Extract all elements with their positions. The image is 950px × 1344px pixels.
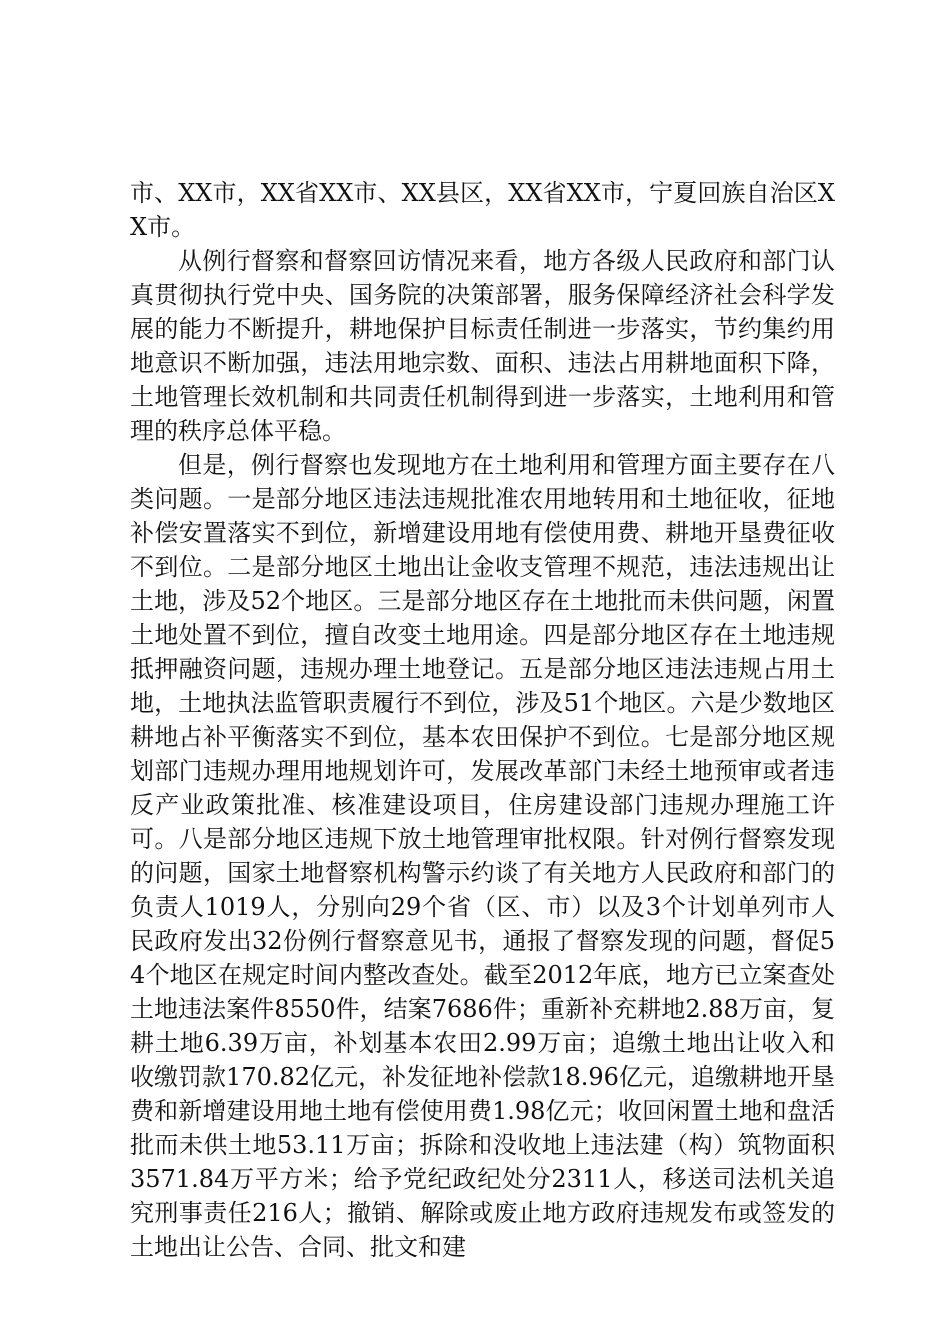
paragraph-continuation: 市、XX市，XX省XX市、XX县区，XX省XX市，宁夏回族自治区XX市。 — [130, 179, 835, 241]
paragraph-problems-found: 但是，例行督察也发现地方在土地利用和管理方面主要存在八类问题。一是部分地区违法违规批准农用地转用和土地征收，征地补偿安置落实不到位，新增建设用地有偿使用费、耕地开垦费征收不到位。二是部分地区土地出让金收支管理不规范，违法违规出让土地，涉及52个地区。三是部分地区存在土地批而未供问题，闲置土地处置不到位，擅自改变土地用途。四是部分地区存在土地违规抵押融资问题，违规办理土地登记。五是部分地区违法违规占用土地，土地执法监管职责履行不到位，涉及51个地区。六是少数地区耕地占补平衡落实不到位，基本农田保护不到位。七是部分地区规划部门违规办理用地规划许可，发展改革部门未经土地预审或者违反产业政策批准、核准建设项目，住房建设部门违规办理施工许可。八是部分地区违规下放土地管理审批权限。针对例行督察发现的问题，国家土地督察机构警示约谈了有关地方人民政府和部门的负责人1019人，分别向29个省（区、市）以及3个计划单列市人民政府发出32份例行督察意见书，通报了督察发现的问题，督促54个地区在规定时间内整改查处。截至2012年底，地方已立案查处土地违法案件8550件，结案7686件；重新补充耕地2.88万亩，复耕土地6.39万亩，补划基本农田2.99万亩；追缴土地出让收入和收缴罚款170.82亿元，补发征地补偿款18.96亿元，追缴耕地开垦费和新增建设用地土地有偿使用费1.98亿元；收回闲置土地和盘活批而未供土地53.11万亩；拆除和没收地上违法建（构）筑物面积3571.84万平方米；给予党纪政纪处分2311人，移送司法机关追究刑事责任216人；撤销、解除或废止地方政府违规发布或签发的土地出让公告、合同、批文和建 — [130, 451, 835, 1261]
paragraph-inspection-summary: 从例行督察和督察回访情况来看，地方各级人民政府和部门认真贯彻执行党中央、国务院的决策部署，服务保障经济社会科学发展的能力不断提升，耕地保护目标责任制进一步落实，节约集约用地意识不断加强，违法用地宗数、面积、违法占用耕地面积下降，土地管理长效机制和共同责任机制得到进一步落实，土地利用和管理的秩序总体平稳。 — [130, 247, 835, 445]
document-body — [130, 176, 835, 1264]
